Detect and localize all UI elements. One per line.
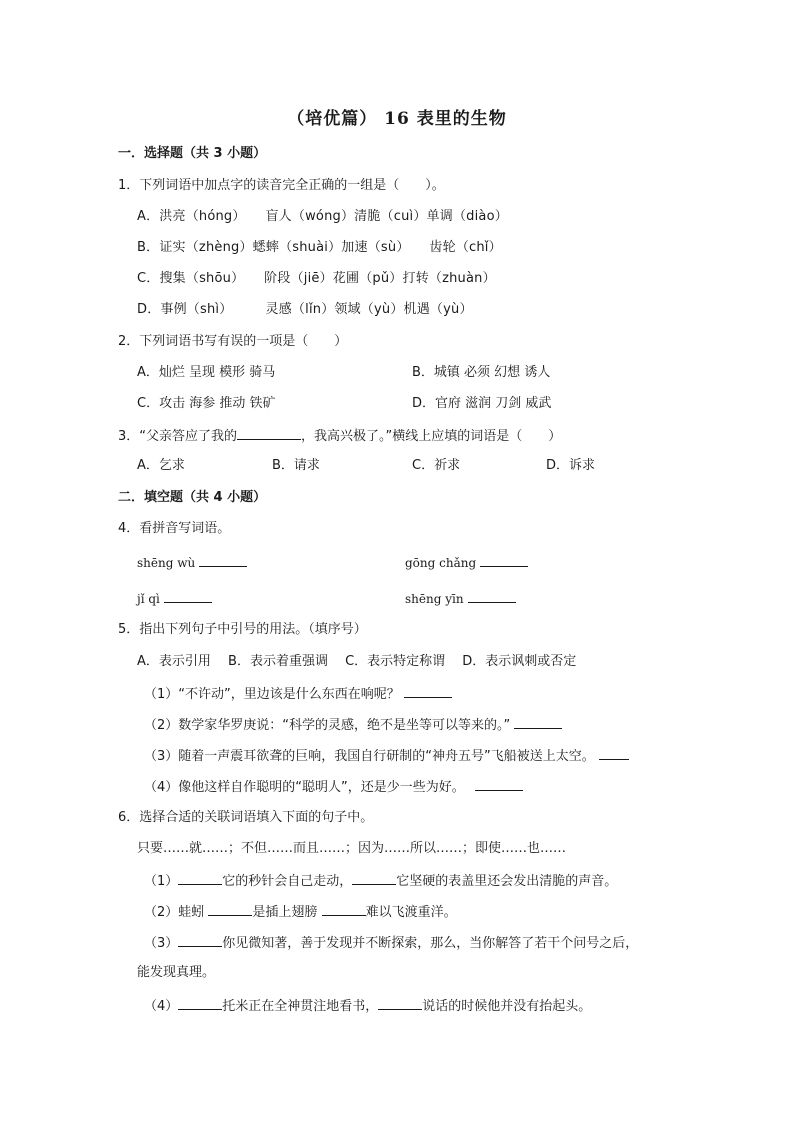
question-3-stem [118,426,561,446]
sentence-text: 是插上翅膀 [252,905,318,920]
pinyin-text: shēng wù [137,556,196,570]
answer-blank[interactable] [178,933,222,947]
answer-blank[interactable] [378,996,422,1010]
sentence-text: 难以飞渡重洋。 [365,905,457,920]
question-2-option-c: C．攻击 海参 推动 铁矿 [137,396,276,411]
sentence-number: （3） [144,936,179,951]
question-6-word-bank: 只要……就……；不但……而且……；因为……所以……；即使……也…… [137,841,567,856]
answer-blank[interactable] [164,589,212,603]
section-heading-choice: 一．选择题（共 3 小题） [118,146,267,161]
pinyin-text: gōng chǎng [405,556,477,570]
answer-blank[interactable] [480,553,528,567]
question-3-option-d: D．诉求 [546,458,596,473]
answer-blank[interactable] [208,902,252,916]
answer-blank[interactable] [199,553,247,567]
answer-blank[interactable] [178,871,222,885]
answer-blank[interactable] [322,902,366,916]
pinyin-item-2 [405,553,528,573]
question-6-sentence-3-continued: 能发现真理。 [137,965,216,980]
question-3-option-b: B．请求 [272,458,320,473]
question-3-option-a: A．乞求 [137,458,185,473]
question-1-option-d: D．事例（shì） 灵感（lǐn）领域（yù）机遇（yù） [137,302,473,317]
sentence-number: （1） [144,874,179,889]
answer-blank[interactable] [404,684,452,698]
pinyin-item-3 [137,589,212,609]
sentence-text: 它坚硬的表盖里还会发出清脆的声音。 [396,874,618,889]
question-1-option-b: B．证实（zhèng）蟋蟀（shuài）加速（sù） 齿轮（chǐ） [137,240,502,255]
pinyin-item-1 [137,553,247,573]
question-2-option-d: D．官府 滋润 刀剑 威武 [412,396,552,411]
question-6-sentence-1 [144,871,617,891]
sentence-text: （1）“不许动”，里边该是什么东西在响呢？ [144,687,400,702]
sentence-text: （4）像他这样自作聪明的“聪明人”，还是少一些为好。 [144,780,465,795]
question-6-sentence-4 [144,996,591,1016]
question-6-stem: 6．选择合适的关联词语填入下面的句子中。 [118,810,374,825]
question-6-sentence-2 [144,902,457,922]
sentence-text: 托米正在全神贯注地看书， [222,999,379,1014]
pinyin-item-4 [405,589,516,609]
sentence-text: 它的秒针会自己走动， [222,874,353,889]
sentence-text: （3）随着一声震耳欲聋的巨响，我国自行研制的“神舟五号”飞船被送上太空。 [144,749,595,764]
question-3-option-c: C．祈求 [412,458,461,473]
section-heading-fill: 二．填空题（共 4 小题） [118,490,267,505]
question-1-option-a: A．洪亮（hóng） 盲人（wóng）清脆（cuì）单调（diào） [137,209,508,224]
question-5-sentence-2 [144,715,562,735]
question-6-sentence-3 [144,933,638,953]
answer-blank[interactable] [352,871,396,885]
page-title: （培优篇） 16 表里的生物 [287,109,507,129]
pinyin-text: jǐ qì [137,592,160,606]
question-5-stem: 5．指出下列句子中引号的用法。（填序号） [118,622,367,637]
question-2-stem: 2．下列词语书写有误的一项是（ ） [118,334,348,349]
question-5-sentence-3 [144,746,629,766]
question-2-option-a: A．灿烂 呈现 模形 骑马 [137,365,276,380]
answer-blank[interactable] [178,996,222,1010]
answer-blank[interactable] [514,715,562,729]
sentence-number: （4） [144,999,179,1014]
answer-blank[interactable] [468,589,516,603]
question-1-option-c: C．搜集（shōu） 阶段（jiē）花圃（pǔ）打转（zhuàn） [137,271,496,286]
sentence-text: 说话的时候他并没有抬起头。 [422,999,592,1014]
sentence-number: （2）蛙蚓 [144,905,205,920]
question-5-sentence-4 [144,777,523,797]
sentence-text: （2）数学家华罗庚说：“科学的灵感，绝不是坐等可以等来的。” [144,718,511,733]
question-2-option-b: B．城镇 必须 幻想 诱人 [412,365,551,380]
question-4-stem: 4．看拼音写词语。 [118,521,231,536]
answer-blank[interactable] [599,746,629,760]
answer-blank[interactable] [475,777,523,791]
question-1-stem: 1．下列词语中加点字的读音完全正确的一组是（ ）。 [118,178,445,193]
question-5-options: A．表示引用 B．表示着重强调 C．表示特定称谓 D．表示讽刺或否定 [137,654,577,669]
question-3-stem-start: 3．“父亲答应了我的 [118,429,238,444]
pinyin-text: shēng yīn [405,592,464,606]
question-3-stem-end: ，我高兴极了。”横线上应填的词语是（ ） [301,429,562,444]
sentence-text: 你见微知著，善于发现并不断探索，那么，当你解答了若干个问号之后， [222,936,639,951]
answer-blank[interactable] [237,426,301,440]
question-5-sentence-1 [144,684,452,704]
